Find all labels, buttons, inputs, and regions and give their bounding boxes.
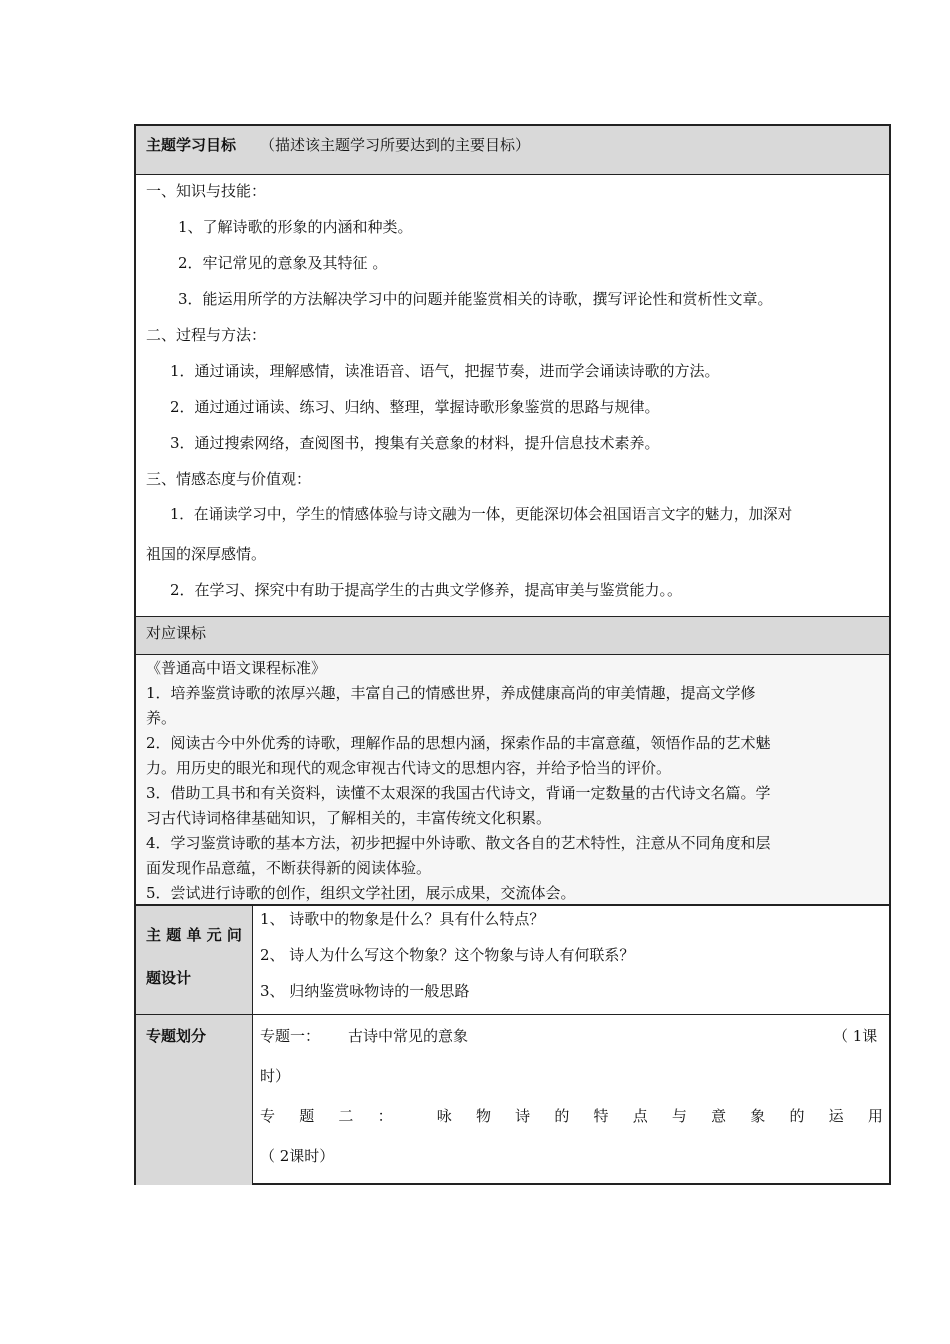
goals-section-3: 三、情感态度与价值观： [146, 470, 312, 488]
goals-section-1: 一、知识与技能： [146, 182, 267, 200]
goals-title: 主题学习目标 [146, 136, 237, 154]
question-item: 1、 诗歌中的物象是什么？具有什么特点？ [260, 910, 545, 928]
topics-row [136, 1014, 889, 1185]
topics-label: 专题划分 [146, 1027, 207, 1045]
standards-header-row [136, 616, 889, 654]
questions-row [136, 904, 889, 1014]
lesson-plan-table [134, 124, 891, 1185]
standards-line: 2．阅读古今中外优秀的诗歌，理解作品的思想内涵，探索作品的丰富意蕴，领悟作品的艺术魅 [146, 734, 771, 752]
goals-item: 1．在诵读学习中，学生的情感体验与诗文融为一体，更能深切体会祖国语言文字的魅力，加深对 [170, 506, 793, 523]
topic-2-char: 点 [632, 1107, 648, 1125]
standards-line: 5．尝试进行诗歌的创作，组织文学社团，展示成果，交流体会。 [146, 884, 576, 902]
topic-2-char: 咏 [436, 1107, 452, 1125]
standards-line: 4．学习鉴赏诗歌的基本方法，初步把握中外诗歌、散文各自的艺术特性，注意从不同角度和层 [146, 834, 771, 852]
topic-2-char: 意 [711, 1107, 727, 1125]
topic-1-hours: （ 1课 [833, 1027, 878, 1045]
topic-1-prefix: 专题一： [260, 1027, 321, 1045]
topic-2-char: 运 [828, 1107, 844, 1125]
topic-2-char: 专 [260, 1107, 276, 1125]
topic-1-hours-continued: 时） [260, 1067, 291, 1085]
topic-2-char: 物 [475, 1107, 491, 1125]
topic-2-char: ： [377, 1107, 393, 1125]
questions-label-cell [136, 906, 252, 1014]
standards-line: 1．培养鉴赏诗歌的浓厚兴趣，丰富自己的情感世界，养成健康高尚的审美情趣，提高文学修 [146, 684, 756, 702]
topic-2-hours: （ 2课时） [260, 1147, 335, 1165]
topic-1-title: 古诗中常见的意象 [348, 1027, 469, 1045]
goals-item: 2．通过通过诵读、练习、归纳、整理，掌握诗歌形象鉴赏的思路与规律。 [170, 398, 660, 416]
standards-line: 习古代诗词格律基础知识，了解相关的，丰富传统文化积累。 [146, 809, 552, 827]
goals-section-2: 二、过程与方法： [146, 326, 267, 344]
column-divider [252, 1015, 253, 1185]
topic-2-char: 题 [299, 1107, 315, 1125]
standards-line: 力。用历史的眼光和现代的观念审视古代诗文的思想内容，并给予恰当的评价。 [146, 759, 672, 777]
topic-2-char: 二 [338, 1107, 354, 1125]
goals-note: （描述该主题学习所要达到的主要目标） [260, 136, 531, 154]
questions-label: 主 题 单 元 问 [146, 926, 242, 944]
goals-item: 2．在学习、探究中有助于提高学生的古典文学修养，提高审美与鉴赏能力。。 [170, 581, 683, 599]
question-item: 2、 诗人为什么写这个物象？这个物象与诗人有何联系？ [260, 946, 635, 964]
goals-content-row [136, 174, 889, 616]
topic-2-char: 特 [593, 1107, 609, 1125]
goals-item: 3．通过搜索网络，查阅图书，搜集有关意象的材料，提升信息技术素养。 [170, 434, 660, 452]
topic-2-char: 诗 [515, 1107, 531, 1125]
topic-2-char: 的 [554, 1107, 570, 1125]
topic-2-char: 与 [671, 1107, 687, 1125]
standards-line: 《普通高中语文课程标准》 [146, 659, 327, 677]
question-item: 3、 归纳鉴赏咏物诗的一般思路 [260, 982, 470, 1000]
standards-content-row [136, 654, 889, 904]
topic-2-char: 的 [789, 1107, 805, 1125]
goals-item: 1、了解诗歌的形象的内涵和种类。 [178, 218, 413, 236]
standards-line: 养。 [146, 709, 177, 727]
goals-item: 1．通过诵读，理解感情，读准语音、语气，把握节奏，进而学会诵读诗歌的方法。 [170, 362, 720, 380]
topic-2-title [260, 1106, 883, 1126]
goals-item-continued: 祖国的深厚感情。 [146, 545, 267, 563]
goals-item: 3．能运用所学的方法解决学习中的问题并能鉴赏相关的诗歌，撰写评论性和赏析性文章。 [178, 290, 773, 308]
topics-label-cell [136, 1015, 252, 1185]
standards-line: 3．借助工具书和有关资料，读懂不太艰深的我国古代诗文，背诵一定数量的古代诗文名篇。学 [146, 784, 771, 802]
topic-2-char: 用 [867, 1107, 883, 1125]
standards-line: 面发现作品意蕴，不断获得新的阅读体验。 [146, 859, 432, 877]
standards-title: 对应课标 [146, 624, 207, 642]
goals-header-row [136, 126, 889, 174]
topic-2-char: 象 [750, 1107, 766, 1125]
questions-label-continued: 题设计 [146, 969, 192, 987]
goals-item: 2．牢记常见的意象及其特征 。 [178, 254, 388, 272]
column-divider [252, 906, 253, 1014]
